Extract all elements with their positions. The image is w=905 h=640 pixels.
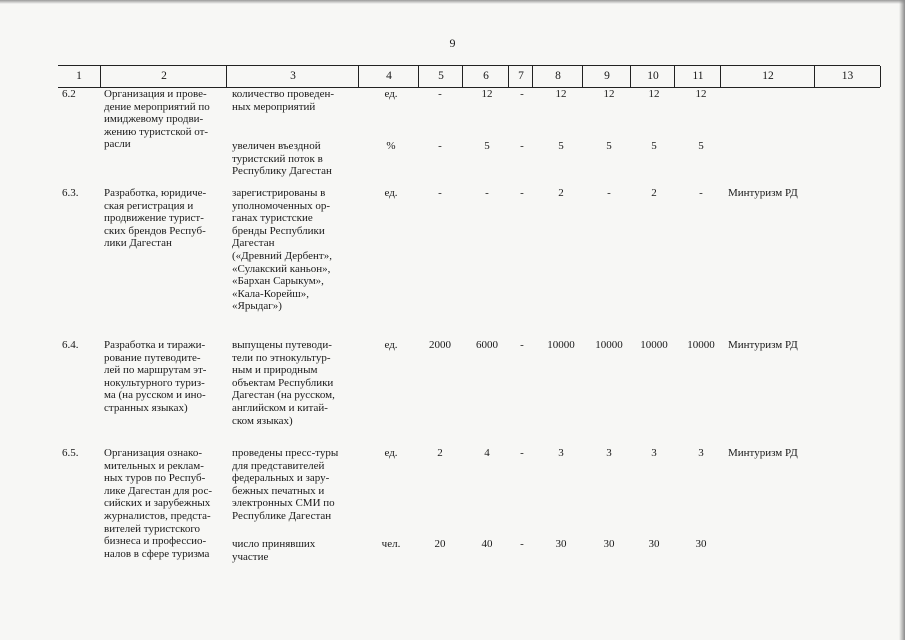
row-number: 6.2 [62,88,76,100]
value-col-10: 3 [651,447,657,459]
value-col-10: 30 [648,538,660,550]
header-col-13: 13 [814,66,881,87]
unit-cell: % [386,140,396,152]
value-col-7: - [520,447,524,459]
header-col-5: 5 [418,66,463,87]
value-col-7: - [520,140,524,152]
value-col-6: 6000 [476,339,498,351]
value-col-9: 3 [606,447,612,459]
indicator-text: проведены пресс-туры для представителей федеральных и зару- бежных печатных и электронных СМИ по Республике Дагестан [232,447,339,522]
indicator-text: зарегистрированы в уполномоченных ор- ганах туристские бренды Республики Дагестан («Древний Дербент», «Сулакский каньон», «Бархан Сарыкум», «Кала-Корейш», «Ярыдаг») [232,187,332,313]
value-col-7: - [520,339,524,351]
executor-cell: Минтуризм РД [728,187,798,199]
value-col-5: 2 [437,447,443,459]
measure-text: Разработка, юридиче- ская регистрация и продвижение турист- ских брендов Респуб- лики Дагестан [104,187,207,250]
header-col-10: 10 [630,66,675,87]
header-col-1: 1 [76,70,82,82]
value-col-11: 3 [698,447,704,459]
header-col-6: 6 [462,66,509,87]
header-col-11: 11 [674,66,721,87]
value-col-8: 12 [555,88,567,100]
executor-cell: Минтуризм РД [728,339,798,351]
value-col-8: 30 [555,538,567,550]
row-number: 6.4. [62,339,79,351]
header-col-9: 9 [582,66,631,87]
indicator-text: число принявших участие [232,538,316,563]
value-col-6: 5 [484,140,490,152]
value-col-10: 5 [651,140,657,152]
unit-cell: ед. [384,187,398,199]
indicator-text: выпущены путеводи- тели по этнокультур- ным и природным объектам Республики Дагестан (на русском, английском и китай- ском языках) [232,339,335,427]
value-col-7: - [520,538,524,550]
value-col-8: 5 [558,140,564,152]
value-col-11: 5 [698,140,704,152]
scan-edge-right [899,0,905,640]
value-col-5: - [438,140,442,152]
executor-cell: Минтуризм РД [728,447,798,459]
value-col-6: 4 [484,447,490,459]
row-number: 6.5. [62,447,79,459]
indicator-text: увеличен въездной туристский поток в Республику Дагестан [232,140,332,178]
value-col-9: 10000 [595,339,623,351]
value-col-8: 3 [558,447,564,459]
header-col-8: 8 [532,66,583,87]
value-col-7: - [520,88,524,100]
value-col-6: 40 [481,538,493,550]
value-col-11: 12 [695,88,707,100]
value-col-10: 10000 [640,339,668,351]
value-col-5: - [438,88,442,100]
indicator-text: количество проведен- ных мероприятий [232,88,335,113]
header-col-3: 3 [226,66,359,87]
page-number: 9 [449,36,456,50]
value-col-9: 30 [603,538,615,550]
value-col-6: 12 [481,88,493,100]
unit-cell: ед. [384,339,398,351]
table-header-row [58,65,880,88]
value-col-6: - [485,187,489,199]
value-col-10: 12 [648,88,660,100]
value-col-11: - [699,187,703,199]
header-col-4: 4 [358,66,419,87]
value-col-5: 2000 [429,339,451,351]
value-col-9: - [607,187,611,199]
value-col-11: 30 [695,538,707,550]
measure-text: Организация и прове- дение мероприятий по имиджевому продви- жению туристской от- расли [104,88,210,151]
unit-cell: чел. [381,538,401,550]
value-col-9: 5 [606,140,612,152]
header-col-7: 7 [508,66,533,87]
scan-edge-top [0,0,905,4]
value-col-7: - [520,187,524,199]
value-col-8: 2 [558,187,564,199]
value-col-10: 2 [651,187,657,199]
value-col-11: 10000 [687,339,715,351]
header-col-2: 2 [100,66,227,87]
unit-cell: ед. [384,447,398,459]
unit-cell: ед. [384,88,398,100]
value-col-5: 20 [434,538,446,550]
measure-text: Организация ознако- мительных и реклам- ных туров по Респуб- лике Дагестан для рос- сийских и зарубежных журналистов, предста- вителей туристского бизнеса и профессио- налов в сфере туризма [104,447,213,560]
row-number: 6.3. [62,187,79,199]
value-col-9: 12 [603,88,615,100]
value-col-8: 10000 [547,339,575,351]
header-col-12: 12 [720,66,815,87]
measure-text: Разработка и тиражи- рование путеводите- лей по маршрутам эт- нокультурного туриз- ма (на русском и ино- странных языках) [104,339,207,414]
value-col-5: - [438,187,442,199]
